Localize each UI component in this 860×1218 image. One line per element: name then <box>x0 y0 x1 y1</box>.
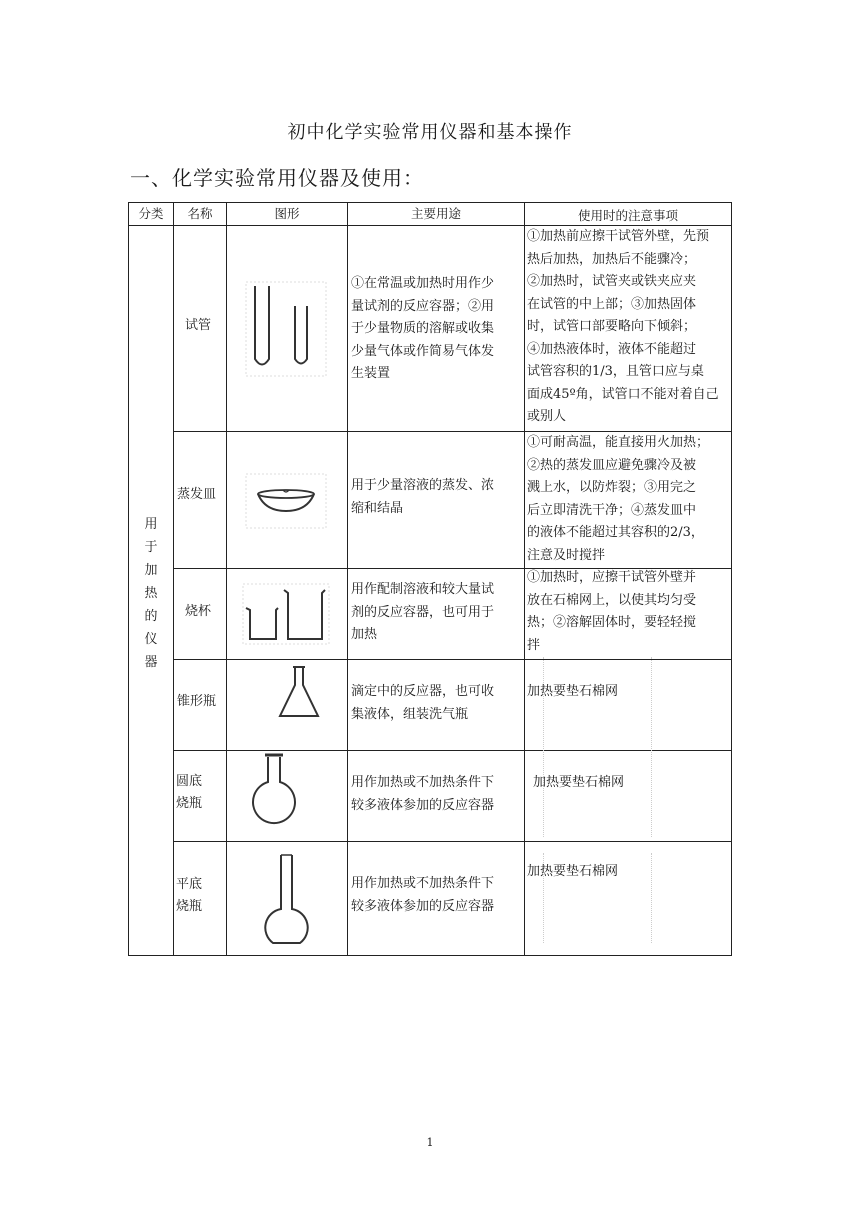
usage-line: 剂的反应容器，也可用于 <box>351 604 495 620</box>
header-name: 名称 <box>187 206 213 221</box>
evaporating-dish-icon <box>245 473 327 529</box>
category-char: 仪 <box>144 632 158 647</box>
test-tube-icon <box>245 281 327 377</box>
category-char: 于 <box>144 540 158 555</box>
usage-cell <box>351 273 523 386</box>
header-figure: 图形 <box>274 206 300 221</box>
round-bottom-flask-icon <box>247 753 301 833</box>
usage-line: ①在常温或加热时用作少 <box>351 276 495 291</box>
usage-line: 用于少量溶液的蒸发、浓 <box>351 478 495 493</box>
name-line: 烧杯 <box>185 604 212 619</box>
notes-line: 加热要垫石棉网 <box>527 864 619 879</box>
notes-line: 热后加热，加热后不能骤冷； <box>527 251 697 267</box>
notes-line: 放在石棉网上，以使其均匀受 <box>527 592 697 608</box>
row-name <box>185 315 211 337</box>
section-heading: 一、化学实验常用仪器及使用： <box>130 166 424 190</box>
notes-line: 时，试管口部要略向下倾斜； <box>527 319 697 334</box>
beaker-icon <box>242 583 330 645</box>
row-name <box>176 874 202 918</box>
notes-line: ①加热时，应擦干试管外壁并 <box>527 570 697 585</box>
notes-line: 拌 <box>527 637 541 653</box>
name-line: 锥形瓶 <box>177 694 217 709</box>
name-line: 蒸发皿 <box>177 487 217 502</box>
name-line: 平底 <box>176 877 203 892</box>
notes-line: ②加热时，试管夹或铁夹应夹 <box>527 274 697 289</box>
usage-line: 少量气体或作简易气体发 <box>351 343 495 359</box>
notes-line: 的液体不能超过其容积的2/3， <box>527 525 704 540</box>
column-divider <box>524 203 525 955</box>
usage-cell <box>351 772 539 817</box>
document-title: 初中化学实验常用仪器和基本操作 <box>287 122 573 143</box>
row-name <box>185 601 211 623</box>
notes-line: 面成45º角，试管口不能对着自己 <box>527 386 719 402</box>
usage-line: 于少量物质的溶解或收集 <box>351 321 495 336</box>
usage-cell <box>351 475 523 520</box>
usage-line: 量试剂的反应容器；②用 <box>351 298 495 314</box>
usage-cell <box>351 873 523 918</box>
category-label <box>129 513 173 674</box>
category-char: 热 <box>144 586 158 601</box>
notes-cell <box>527 567 733 657</box>
header-category: 分类 <box>138 206 164 221</box>
column-divider <box>226 203 227 955</box>
usage-line: 生装置 <box>351 366 391 381</box>
notes-line: 溅上水，以防炸裂；③用完之 <box>527 480 697 495</box>
notes-line: 加热要垫石棉网 <box>533 775 625 790</box>
name-line: 烧瓶 <box>176 899 203 914</box>
notes-line: ①可耐高温，能直接用火加热； <box>527 435 710 450</box>
notes-cell <box>533 772 733 795</box>
row-name <box>177 484 216 506</box>
category-char: 加 <box>144 563 158 578</box>
category-char: 的 <box>144 609 158 624</box>
usage-cell <box>351 579 523 647</box>
notes-line: 试管容积的1/3，且管口应与桌 <box>527 364 704 379</box>
notes-cell <box>527 861 733 884</box>
usage-line: 较多液体参加的反应容器 <box>351 797 495 813</box>
notes-line: 注意及时搅拌 <box>527 547 606 563</box>
notes-line: ②热的蒸发皿应避免骤冷及被 <box>527 457 697 473</box>
notes-line: ①加热前应擦干试管外壁，先预 <box>527 229 710 244</box>
flat-bottom-flask-icon <box>261 853 311 953</box>
name-line: 圆底 <box>176 774 203 789</box>
row-divider <box>173 750 731 751</box>
usage-line: 用作加热或不加热条件下 <box>351 876 495 891</box>
usage-line: 缩和结晶 <box>351 500 404 516</box>
notes-line: 或别人 <box>527 409 567 424</box>
usage-line: 加热 <box>351 627 378 642</box>
row-name <box>176 771 202 815</box>
column-divider <box>347 203 348 955</box>
usage-line: 滴定中的反应器，也可收 <box>351 684 495 699</box>
notes-line: 在试管的中上部；③加热固体 <box>527 296 697 312</box>
category-char: 器 <box>144 655 158 670</box>
notes-cell <box>527 226 733 429</box>
usage-cell <box>351 681 539 726</box>
name-line: 试管 <box>185 318 212 333</box>
usage-line: 用作加热或不加热条件下 <box>351 775 495 790</box>
usage-line: 用作配制溶液和较大量试 <box>351 582 495 597</box>
category-char: 用 <box>144 517 158 532</box>
row-divider <box>173 659 731 660</box>
row-divider <box>173 841 731 842</box>
notes-cell <box>527 681 733 704</box>
usage-line: 集液体，组装洗气瓶 <box>351 706 469 722</box>
name-line: 烧瓶 <box>176 796 203 811</box>
notes-cell <box>527 432 733 567</box>
page-number: 1 <box>426 1136 434 1149</box>
notes-line: 后立即清洗干净；④蒸发皿中 <box>527 502 697 518</box>
notes-line: 热；②溶解固体时，要轻轻搅 <box>527 615 697 630</box>
row-name <box>177 691 216 713</box>
header-usage: 主要用途 <box>410 206 461 221</box>
notes-line: 加热要垫石棉网 <box>527 684 619 699</box>
column-divider <box>173 203 174 955</box>
notes-line: ④加热液体时，液体不能超过 <box>527 341 697 357</box>
header-notes: 使用时的注意事项 <box>577 208 678 223</box>
instrument-table <box>128 202 732 956</box>
usage-line: 较多液体参加的反应容器 <box>351 898 495 914</box>
conical-flask-icon <box>275 665 325 721</box>
